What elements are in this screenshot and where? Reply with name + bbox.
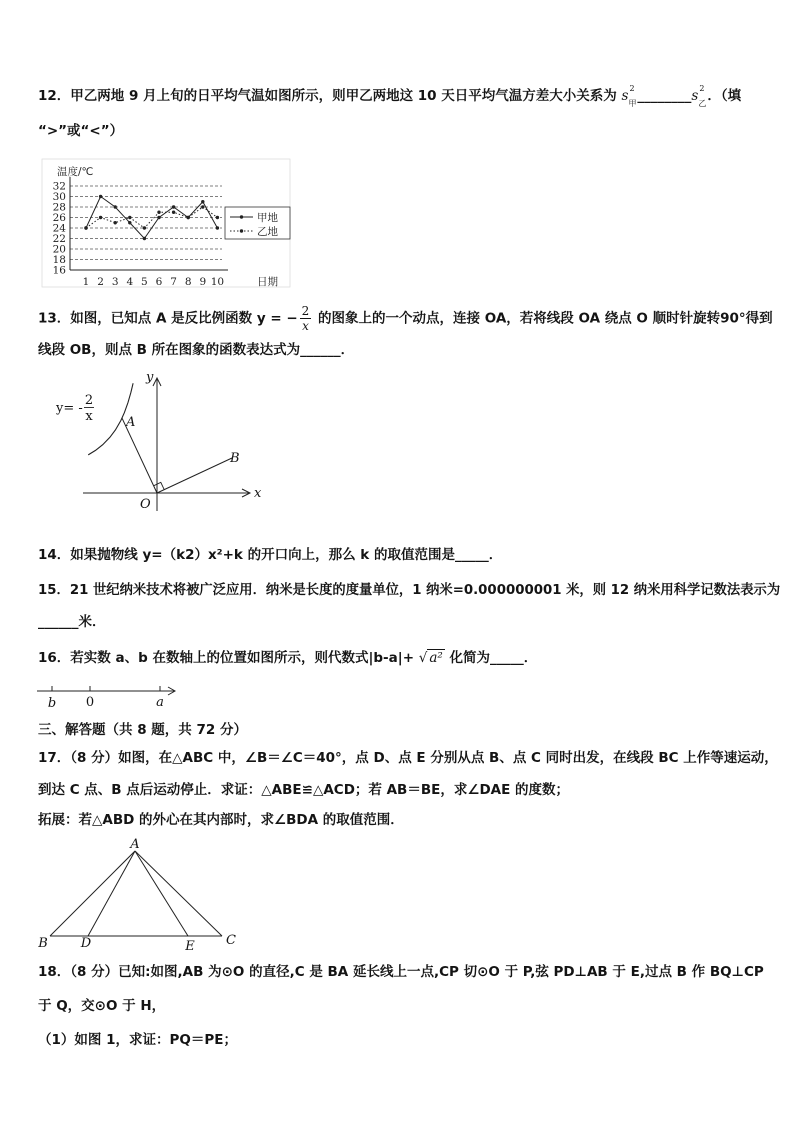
point-a-label: A [126,415,136,430]
answer-blank: ________ [637,88,692,104]
x-tick-label: 8 [184,276,192,288]
y-tick-label: 22 [52,233,66,245]
data-point [114,221,117,224]
data-point [128,216,131,219]
number-line-figure [35,676,185,714]
x-tick-label: 6 [155,276,163,288]
q14-line-1: 14．如果抛物线 y=（k2）x²+k 的开口向上，那么 k 的取值范围是_____． [38,547,503,563]
y-tick-label: 30 [52,191,66,203]
vertex-c-label: C [226,933,236,948]
variance-symbol: s [621,88,629,104]
legend-label: 甲地 [257,212,278,224]
y-axis-label: y [146,370,154,385]
segment-ob [157,458,232,493]
variance-subscript-yi: 乙 [698,99,707,108]
q15-line-1: 15．21 世纪纳米技术将被广泛应用．纳米是长度的度量单位，1 纳米=0.000000001 米，则 12 纳米用科学记数法表示为 [38,582,781,598]
data-point [201,200,204,203]
segment-ab [50,851,135,936]
data-point [157,211,160,214]
variance-yi [691,86,707,106]
section-heading: 三、解答题（共 8 题，共 72 分） [38,722,247,738]
q13-line-1 [38,304,773,333]
point-b-label: B [230,451,240,466]
segment-ac [135,851,222,936]
q12-text-after: ．（填 [707,88,742,104]
function-label-numerator: 2 [84,393,94,408]
legend-marker [240,229,243,232]
vertex-a-label: A [130,837,140,852]
y-axis-label: 温度/℃ [57,166,94,178]
q17-triangle-figure [35,838,245,953]
segment-ae [135,851,188,936]
x-tick-label: 1 [82,276,90,288]
variance-symbol: s [691,88,699,104]
x-tick-label: 2 [97,276,104,288]
label-a: a [156,695,164,710]
q18-line-3: （1）如图 1，求证：PQ＝PE； [38,1032,237,1048]
radical-sign: √ [418,650,428,666]
y-tick-label: 32 [52,180,66,193]
variance-exponent: 2 [699,84,705,93]
x-tick-label: 3 [111,276,119,288]
q17-line-2: 到达 C 点、B 点后运动停止．求证：△ABE≌△ACD；若 AB＝BE，求∠DAE 的度数； [38,782,570,798]
temperature-line-chart [40,155,295,290]
q16-text-after: 化简为_____． [444,650,538,666]
x-tick-label: 4 [126,276,134,288]
q16-line-1 [38,648,537,668]
square-root [419,648,445,668]
radicand: a² [429,650,443,666]
label-zero: 0 [85,695,95,710]
q12-line-2: “>”或“<”） [38,123,124,139]
x-axis-label: 日期 [257,276,278,288]
segment-ad [88,851,135,936]
chart-ticks [53,181,224,289]
data-point [201,205,204,208]
q13-line-2: 线段 OB，则点 B 所在图象的函数表达式为______． [38,342,355,358]
x-tick-label: 9 [199,276,207,288]
q17-line-1: 17．（8 分）如图，在△ABC 中，∠B＝∠C＝40°，点 D、点 E 分别从点 B、点 C 同时出发，在线段 BC 上作等速运动， [38,750,778,766]
y-tick-label: 16 [52,264,66,277]
q16-text-before: 16．若实数 a、b 在数轴上的位置如图所示，则代数式|b-a|+ [38,650,419,666]
q13-text-b: 的图象上的一个动点，连接 OA，若将线段 OA 绕点 O 顺时针旋转90°得到 [313,310,773,327]
data-point [99,195,102,198]
data-point [128,221,131,224]
point-e-label: E [185,939,195,954]
data-point [157,216,160,219]
data-point [84,226,87,229]
y-tick-label: 26 [52,212,66,224]
y-tick-label: 24 [52,222,66,235]
q13-coordinate-figure [50,362,270,517]
q18-line-2: 于 Q，交⊙O 于 H， [38,998,166,1014]
x-tick-label: 5 [141,276,148,288]
data-point [114,205,117,208]
data-point [143,237,146,240]
variance-subscript-jia: 甲 [628,99,637,108]
q13-text-a: 13．如图，已知点 A 是反比例函数 y = − [38,310,298,327]
data-point [99,216,102,219]
x-axis-label: x [254,486,262,501]
point-d-label: D [80,936,92,951]
q17-line-3: 拓展：若△ABD 的外心在其内部时，求∠BDA 的取值范围． [38,812,404,828]
data-point [143,226,146,229]
data-point [216,226,219,229]
q13-function-fraction [300,304,312,333]
label-b: b [47,696,57,711]
variance-jia [621,86,637,106]
data-point [187,216,190,219]
data-point [216,216,219,219]
x-tick-label: 10 [210,276,225,288]
y-tick-label: 18 [52,254,66,266]
q12-text-before: 12．甲乙两地 9 月上旬的日平均气温如图所示，则甲乙两地这 10 天日平均气温方差大小关系为 [38,88,622,104]
variance-exponent: 2 [629,84,635,93]
q12-line-1 [38,86,741,106]
fraction-denominator: x [302,319,309,333]
y-tick-label: 20 [52,243,66,256]
origin-label: O [140,497,151,512]
q18-line-1: 18．（8 分）已知:如图,AB 为⊙O 的直径,C 是 BA 延长线上一点,CP 切⊙O 于 P,弦 PD⊥AB 于 E,过点 B 作 BQ⊥CP [38,964,764,980]
data-point [172,205,175,208]
fraction-numerator: 2 [301,304,310,318]
chart-grid [70,186,222,260]
x-tick-label: 7 [170,276,177,288]
q15-line-2: ______米． [38,614,106,630]
function-label-denominator: x [85,409,93,424]
y-tick-label: 28 [52,201,66,214]
legend-label: 乙地 [257,226,278,238]
data-point [172,211,175,214]
function-label-prefix: y= - [56,401,83,416]
legend-marker [240,215,243,218]
vertex-b-label: B [38,936,48,951]
